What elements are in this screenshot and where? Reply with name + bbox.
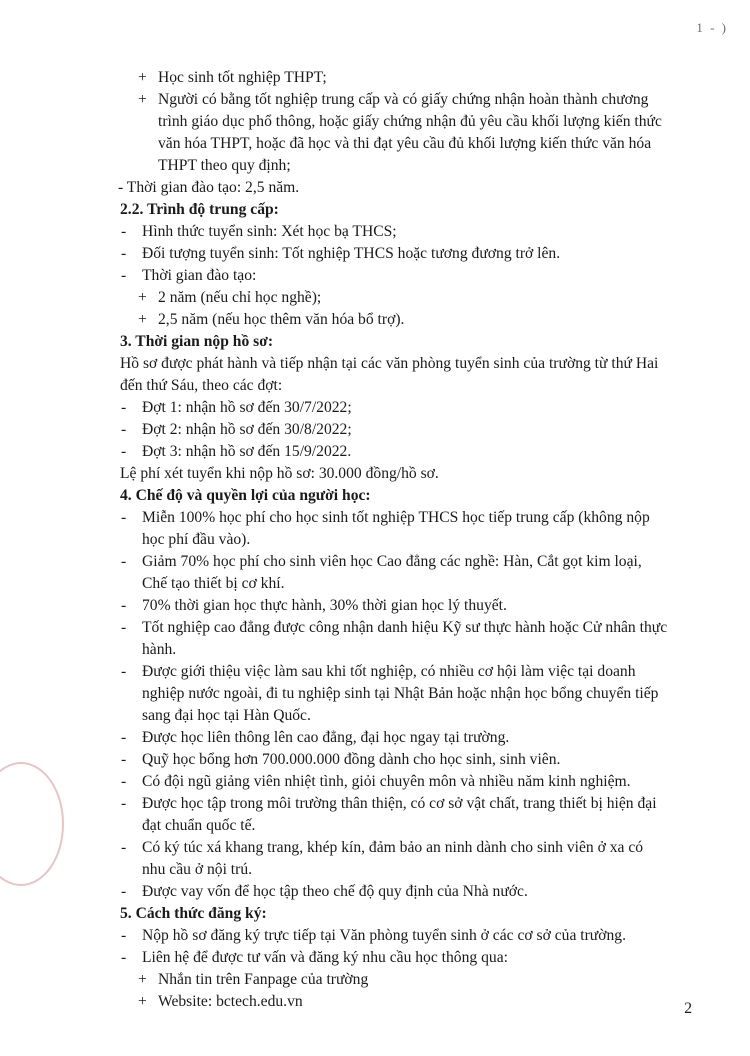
list-item: - Được giới thiệu việc làm sau khi tốt nghiệp, có nhiều cơ hội làm việc tại doanh [0, 661, 750, 683]
page-number: 2 [684, 1000, 692, 1017]
section-heading-2-2: 2.2. Trình độ trung cấp: [120, 201, 279, 218]
dash-bullet: - [121, 883, 127, 900]
list-item: - Giảm 70% học phí cho sinh viên học Cao đẳng các nghề: Hàn, Cắt gọt kim loại, [0, 551, 750, 573]
section-heading-3: 3. Thời gian nộp hồ sơ: [120, 333, 274, 350]
dash-bullet: - [121, 663, 127, 680]
plus-bullet: + [138, 311, 147, 328]
fee-line: Lệ phí xét tuyển khi nộp hồ sơ: 30.000 đồng/hồ sơ. [120, 465, 439, 482]
dash-bullet: - [121, 773, 127, 790]
list-item: - Miễn 100% học phí cho học sinh tốt nghiệp THCS học tiếp trung cấp (không nộp [0, 507, 750, 529]
handwritten-corner-mark: 1 - ) [696, 20, 728, 35]
list-item: + Người có bằng tốt nghiệp trung cấp và có giấy chứng nhận hoàn thành chương [0, 89, 750, 111]
list-item: + Website: bctech.edu.vn [0, 991, 750, 1013]
list-item: + Nhắn tin trên Fanpage của trường [0, 969, 750, 991]
list-item: + 2 năm (nếu chỉ học nghề); [0, 287, 750, 309]
page-content: + Học sinh tốt nghiệp THPT; + Người có bằng tốt nghiệp trung cấp và có giấy chứng nhận hoàn thành chương trình giáo dục phổ thông, hoặc giấy chứng nhận đủ yêu cầu khối lượng kiến thức văn hóa THPT, hoặc đã học và thi đạt yêu cầu đủ khối lượng kiến thức văn hóa THPT theo quy định; - Thời gian đào tạo: 2,5 năm. 2.2. Trình độ trung cấp: - Hình thức tuyển sinh: Xét học bạ THCS; - Đối tượng tuyển sinh: Tốt nghiệp THCS hoặc tương đương trở lên. - Thời gian đào tạo: + 2 năm (nếu chỉ học nghề); + 2,5 năm (nếu học thêm văn hóa bổ trợ). 3. Thời gian nộp hồ sơ: Hồ sơ được phát hành và tiếp nhận tại các văn phòng tuyển sinh của trường từ thứ Hai đến thứ Sáu, theo các đợt: - Đợt 1: nhận hồ sơ đến 30/7/2022; - Đợt 2: nhận hồ sơ đến 30/8/2022; - Đợt 3: nhận hồ sơ đến 15/9/2022. Lệ phí xét tuyển khi nộp hồ sơ: 30.000 đồng/hồ sơ. 4. Chế độ và quyền lợi của người học: - Miễn 100% học phí cho học sinh tốt nghiệp THCS học tiếp trung cấp (không nộp học phí đầu vào). - Giảm 70% học phí cho sinh viên học Cao đẳng các nghề: Hàn, Cắt gọt kim loại, Chế tạo thiết bị cơ khí. - 70% thời gian học thực hành, 30% thời gian học lý thuyết. - Tốt nghiệp cao đẳng được công nhận danh hiệu Kỹ sư thực hành hoặc Cử nhân thực hành. - Được giới thiệu việc làm sau khi tốt nghiệp, có nhiều cơ hội làm việc tại doanh nghiệp nước ngoài, đi tu nghiệp sinh tại Nhật Bản hoặc nhận học bổng chuyển tiếp sang đại học tại Hàn Quốc. - Được học liên thông lên cao đẳng, đại học ngay tại trường. - Quỹ học bổng hơn 700.000.000 đồng dành cho học sinh, sinh viên. - Có đội ngũ giảng viên nhiệt tình, giỏi chuyên môn và nhiều năm kinh nghiệm. - Được học tập trong môi trường thân thiện, có cơ sở vật chất, trang thiết bị hiện đại đạt chuẩn quốc tế. - Có ký túc xá khang trang, khép kín, đảm bảo an ninh dành cho sinh viên ở xa có nhu cầu ở nội trú. - Được vay vốn để học tập theo chế độ quy định của Nhà nước. 5. Cách thức đăng ký: - Nộp hồ sơ đăng ký trực tiếp tại Văn phòng tuyển sinh ở các cơ sở của trường. - Liên hệ để được tư vấn và đăng ký nhu cầu học thông qua: + Nhắn tin trên Fanpage của trường + Website: bctech.edu.vn [0, 67, 750, 1013]
list-item: - Liên hệ để được tư vấn và đăng ký nhu cầu học thông qua: [0, 947, 750, 969]
dash-bullet: - [121, 509, 127, 526]
plus-bullet: + [138, 69, 147, 86]
list-item: - Được học liên thông lên cao đẳng, đại học ngay tại trường. [0, 727, 750, 749]
list-item: - Hình thức tuyển sinh: Xét học bạ THCS; [0, 221, 750, 243]
plus-bullet: + [138, 289, 147, 306]
dash-bullet: - [121, 245, 127, 262]
dash-bullet: - [121, 729, 127, 746]
list-item: - Nộp hồ sơ đăng ký trực tiếp tại Văn phòng tuyển sinh ở các cơ sở của trường. [0, 925, 750, 947]
dash-bullet: - [121, 839, 127, 856]
dash-bullet: - [121, 267, 127, 284]
dash-bullet: - [121, 619, 127, 636]
list-item: - Tốt nghiệp cao đẳng được công nhận danh hiệu Kỹ sư thực hành hoặc Cử nhân thực [0, 617, 750, 639]
plus-bullet: + [138, 993, 147, 1010]
paragraph: Hồ sơ được phát hành và tiếp nhận tại các văn phòng tuyển sinh của trường từ thứ Hai [120, 355, 659, 372]
dash-bullet: - [121, 795, 127, 812]
list-item: - Đợt 1: nhận hồ sơ đến 30/7/2022; [0, 397, 750, 419]
training-duration: - Thời gian đào tạo: 2,5 năm. [118, 179, 300, 196]
dash-bullet: - [121, 223, 127, 240]
section-heading-4: 4. Chế độ và quyền lợi của người học: [120, 487, 371, 504]
list-item: + 2,5 năm (nếu học thêm văn hóa bổ trợ). [0, 309, 750, 331]
list-item: - Có đội ngũ giảng viên nhiệt tình, giỏi chuyên môn và nhiều năm kinh nghiệm. [0, 771, 750, 793]
dash-bullet: - [121, 927, 127, 944]
dash-bullet: - [121, 597, 127, 614]
list-item: - Có ký túc xá khang trang, khép kín, đảm bảo an ninh dành cho sinh viên ở xa có [0, 837, 750, 859]
list-item: - Đợt 2: nhận hồ sơ đến 30/8/2022; [0, 419, 750, 441]
list-item: - Đối tượng tuyển sinh: Tốt nghiệp THCS hoặc tương đương trở lên. [0, 243, 750, 265]
dash-bullet: - [121, 553, 127, 570]
list-item: - Được học tập trong môi trường thân thiện, có cơ sở vật chất, trang thiết bị hiện đại [0, 793, 750, 815]
plus-bullet: + [138, 91, 147, 108]
dash-bullet: - [121, 421, 127, 438]
plus-bullet: + [138, 971, 147, 988]
section-heading-5: 5. Cách thức đăng ký: [120, 905, 267, 922]
dash-bullet: - [121, 751, 127, 768]
list-item: - Đợt 3: nhận hồ sơ đến 15/9/2022. [0, 441, 750, 463]
dash-bullet: - [121, 399, 127, 416]
dash-bullet: - [121, 443, 127, 460]
list-item: - 70% thời gian học thực hành, 30% thời gian học lý thuyết. [0, 595, 750, 617]
list-item: + Học sinh tốt nghiệp THPT; [0, 67, 750, 89]
list-item: - Quỹ học bổng hơn 700.000.000 đồng dành cho học sinh, sinh viên. [0, 749, 750, 771]
list-item: - Thời gian đào tạo: [0, 265, 750, 287]
list-item: - Được vay vốn để học tập theo chế độ quy định của Nhà nước. [0, 881, 750, 903]
dash-bullet: - [121, 949, 127, 966]
